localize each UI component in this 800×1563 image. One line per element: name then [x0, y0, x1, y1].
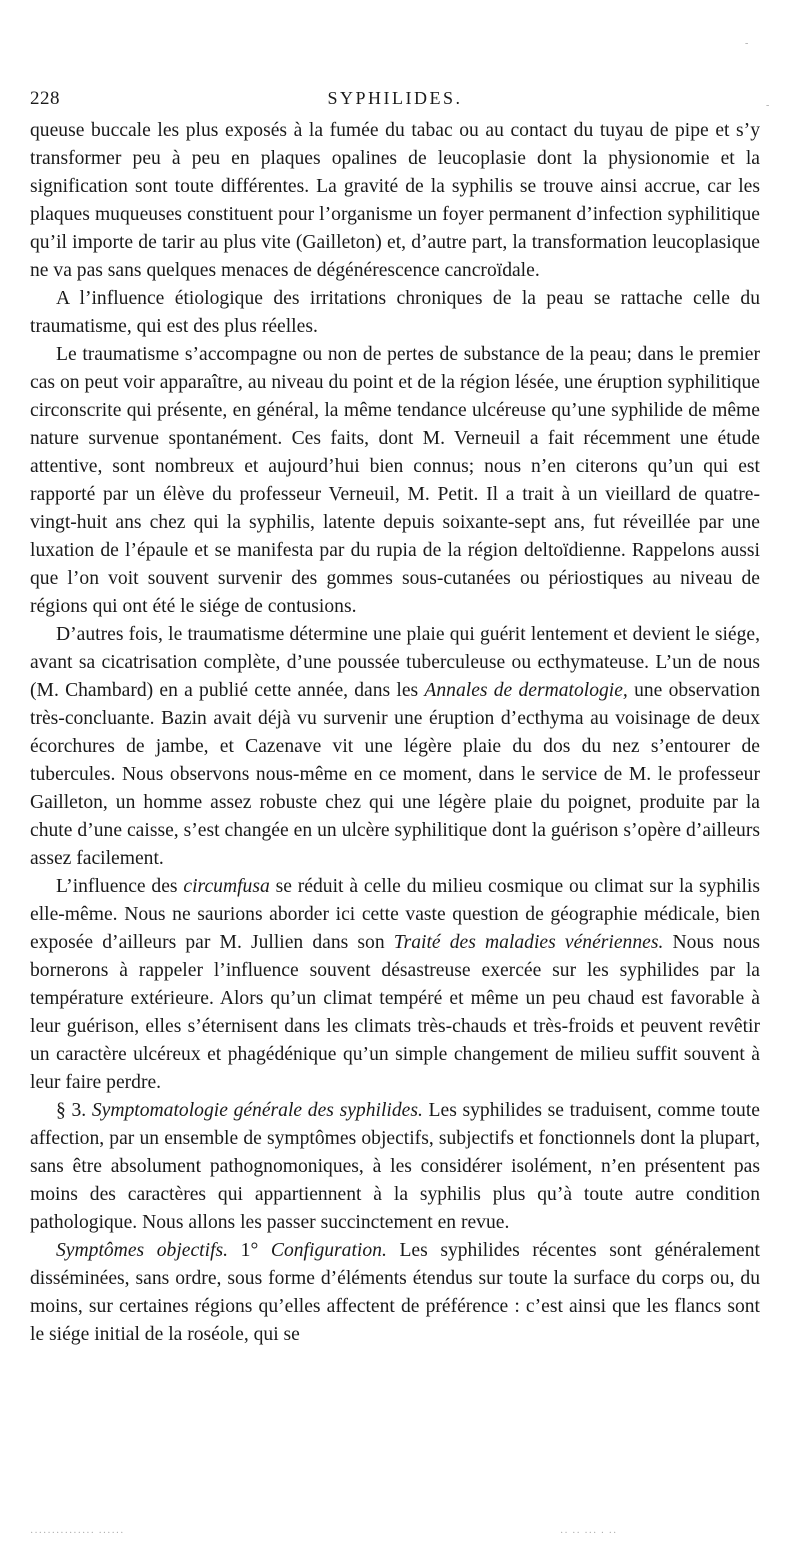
text-run: Les syphilides se traduisent, comme toute affection, par un ensemble de symptômes objectifs, subjectifs et fonctionnels dont la plupart, sans être absolument pathognomoniques, à les considérer isolément, n’en présentent pas moins des caractères qui appartiennent à la syphilis plus qu’à toute autre condition pathologique. Nous allons les passer succinctement en revue.	[30, 1100, 760, 1233]
body-text	[30, 117, 760, 1349]
scan-artifact: -	[766, 100, 770, 111]
text-run: A l’influence étiologique des irritations chroniques de la peau se rattache celle du traumatisme, qui est des plus réelles.	[30, 288, 760, 337]
text-run: une observation très-concluante. Bazin avait déjà vu survenir une éruption d’ecthyma au voisinage de deux écorchures de jambe, et Cazenave vit une légère plaie du dos du nez s’entourer de tubercules. Nous observons nous-même en ce moment, dans le service de M. le professeur Gailleton, un homme assez robuste chez qui une légère plaie du poignet, produite par la chute d’une caisse, s’est changée en un ulcère syphilitique dont la guérison s’opère d’ailleurs assez facilement.	[30, 680, 760, 869]
scan-artifact: ·· ·· ··· · ··	[560, 1528, 618, 1539]
paragraph	[30, 341, 760, 621]
scan-artifact: -	[745, 38, 749, 49]
text-run: Nous nous bornerons à rappeler l’influence souvent désastreuse exercée sur les syphilides par la température extérieure. Alors qu’un climat tempéré et même un peu chaud est favorable à leur guérison, elles s’éternisent dans les climats très-chauds et très-froids et peuvent revêtir un caractère ulcéreux et phagédénique qu’un simple changement de milieu suffit souvent à leur faire perdre.	[30, 932, 761, 1093]
paragraph	[30, 285, 760, 341]
page-number: 228	[30, 88, 60, 109]
text-run: L’influence des	[56, 876, 184, 897]
italic-text: circumfusa	[183, 876, 270, 897]
italic-text: Symptômes objectifs.	[56, 1240, 229, 1261]
text-run: Les syphilides récentes sont généralement disséminées, sans ordre, sous forme d’éléments étendus sur toute la surface du corps ou, du moins, sur certaines régions qu’elles affectent de préférence : c’est ainsi que les flancs sont le siége initial de la roséole, qui se	[30, 1240, 760, 1345]
running-title: SYPHILIDES.	[327, 88, 463, 108]
italic-text: Symptomatologie générale des syphilides.	[91, 1100, 423, 1121]
italic-text: Annales de dermatologie,	[424, 680, 628, 701]
italic-text: Configuration.	[270, 1240, 387, 1261]
paragraph	[30, 873, 760, 1097]
text-run: se réduit à celle du milieu cosmique ou climat sur la syphilis elle-même. Nous ne saurions aborder ici cette vaste question de géographie médicale, bien exposée d’ailleurs par M. Jullien dans son	[30, 876, 760, 953]
paragraph	[30, 1237, 760, 1349]
text-run: § 3.	[56, 1100, 92, 1121]
text-run: queuse buccale les plus exposés à la fumée du tabac ou au contact du tuyau de pipe et s’y transformer peu à peu en plaques opalines de leucoplasie dont la physionomie et la signification sont toute différentes. La gravité de la syphilis se trouve ainsi accrue, car les plaques muqueuses constituent pour l’organisme un foyer permanent d’infection syphilitique qu’il importe de tarir au plus vite (Gailleton) et, d’autre part, la transformation leucoplasique ne va pas sans quelques menaces de dégénérescence cancroïdale.	[30, 120, 760, 281]
italic-text: Traité des maladies vénériennes.	[393, 932, 664, 953]
page-header	[30, 88, 760, 112]
paragraph	[30, 117, 760, 285]
text-run: D’autres fois, le traumatisme détermine une plaie qui guérit lentement et devient le siége, avant sa cicatrisation complète, d’une poussée tuberculeuse ou ecthymateuse. L’un de nous (M. Chambard) en a publié cette année, dans les	[30, 624, 760, 701]
paragraph	[30, 1097, 760, 1237]
text-run: Le traumatisme s’accompagne ou non de pertes de substance de la peau; dans le premier cas on peut voir apparaître, au niveau du point et de la région lésée, une éruption syphilitique circonscrite qui présente, en général, la même tendance ulcéreuse qu’une syphilide de même nature survenue spontanément. Ces faits, dont M. Verneuil a fait récemment une étude attentive, sont nombreux et aujourd’hui bien connus; nous n’en citerons qu’un qui est rapporté par un élève du professeur Verneuil, M. Petit. Il a trait à un vieillard de quatre-vingt-huit ans chez qui la syphilis, latente depuis soixante-sept ans, fut réveillée par une luxation de l’épaule et se manifesta par du rupia de la région deltoïdienne. Rappelons aussi que l’on voit souvent survenir des gommes sous-cutanées ou périostiques au niveau de régions qui ont été le siége de contusions.	[30, 344, 760, 617]
scan-artifact: ··············· ······	[30, 1528, 125, 1539]
text-run: 1°	[228, 1240, 271, 1261]
paragraph	[30, 621, 760, 873]
